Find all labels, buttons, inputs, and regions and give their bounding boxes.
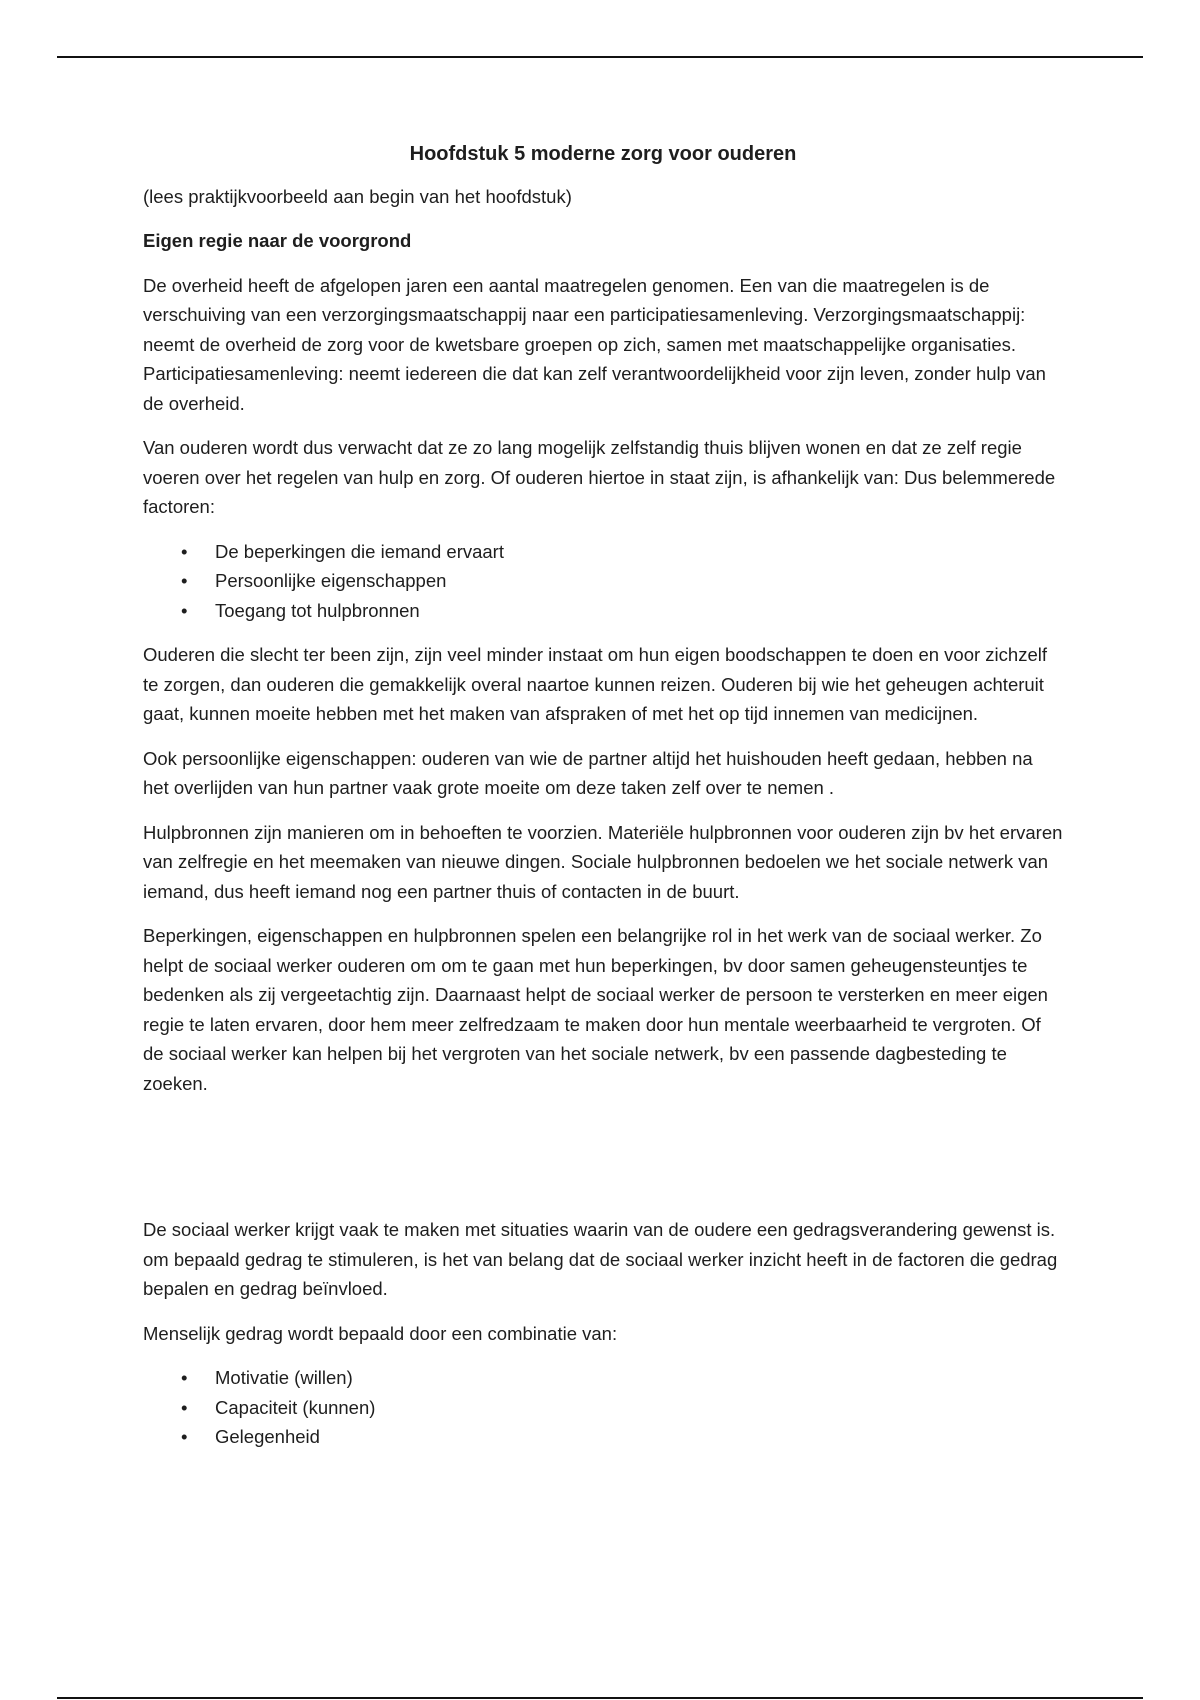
list-item-text: Motivatie (willen) [215,1367,353,1388]
paragraph: Ook persoonlijke eigenschappen: ouderen van wie de partner altijd het huishouden heeft gedaan, hebben na het overlijden van hun partner vaak grote moeite om deze taken zelf over te nemen . [143,747,1033,798]
paragraph: Ouderen die slecht ter been zijn, zijn veel minder instaat om hun eigen boodschappen te doen en voor zichzelf te zorgen, dan ouderen die gemakkelijk overal naartoe kunnen reizen. Ouderen bij wie het geheugen achteruit gaat, kunnen moeite hebben met het maken van afspraken of met het op tijd innemen van medicijnen. [143,644,1047,724]
behavior-factors-list [143,1363,1063,1452]
bullet-icon: • [181,540,188,562]
bullet-icon: • [181,1367,188,1388]
bullet-icon: • [181,599,188,621]
factors-list [143,537,1063,626]
footer-rule [57,1697,1143,1699]
intro-note: (lees praktijkvoorbeeld aan begin van het hoofdstuk) [143,185,572,207]
bullet-icon: • [181,570,188,591]
list-item [143,1422,1063,1452]
paragraph: Van ouderen wordt dus verwacht dat ze zo lang mogelijk zelfstandig thuis blijven wonen en dat ze zelf regie voeren over het regelen van hulp en zorg. Of ouderen hiertoe in staat zijn, is afhankelijk van: Dus belemmerede factoren: [143,437,1056,517]
bullet-icon: • [181,1396,188,1418]
header-rule [57,56,1143,58]
spacer [143,1113,1063,1215]
bullet-icon: • [181,1426,188,1447]
list-item-text: Capaciteit (kunnen) [215,1396,376,1418]
paragraph: De sociaal werker krijgt vaak te maken met situaties waarin van de oudere een gedragsverandering gewenst is. om bepaald gedrag te stimuleren, is het van belang dat de sociaal werker inzicht heeft in de factoren die gedrag bepalen en gedrag beïnvloed. [143,1219,1058,1299]
list-item [143,537,1063,567]
list-item-text: Toegang tot hulpbronnen [215,599,420,621]
list-item [143,1393,1063,1423]
document-body [143,140,1063,1467]
document-title: Hoofdstuk 5 moderne zorg voor ouderen [409,143,797,165]
list-item [143,566,1063,596]
paragraph: Hulpbronnen zijn manieren om in behoeften te voorzien. Materiële hulpbronnen voor ouderen zijn bv het ervaren van zelfregie en het meemaken van nieuwe dingen. Sociale hulpbronnen bedoelen we het sociale netwerk van iemand, dus heeft iemand nog een partner thuis of contacten in de buurt. [143,821,1063,902]
list-item-text: Persoonlijke eigenschappen [215,570,447,591]
paragraph: Beperkingen, eigenschappen en hulpbronnen spelen een belangrijke rol in het werk van de sociaal werker. Zo helpt de sociaal werker ouderen om om te gaan met hun beperkingen, bv door samen geheugensteuntjes te bedenken als zij vergeetachtig zijn. Daarnaast helpt de sociaal werker de persoon te versterken en meer eigen regie te laten ervaren, door hem meer zelfredzaam te maken door hun mentale weerbaarheid te vergroten. Of de sociaal werker kan helpen bij het vergroten van het sociale netwerk, bv een passende dagbesteding te zoeken. [143,925,1048,1094]
list-item-text: Gelegenheid [215,1426,320,1447]
paragraph: Menselijk gedrag wordt bepaald door een combinatie van: [143,1322,618,1344]
list-item-text: De beperkingen die iemand ervaart [215,540,504,562]
paragraph: De overheid heeft de afgelopen jaren een aantal maatregelen genomen. Een van die maatregelen is de verschuiving van een verzorgingsmaatschappij naar een participatiesamenleving. Verzorgingsmaatschappij: neemt de overheid de zorg voor de kwetsbare groepen op zich, samen met maatschappelijke organisaties. Participatiesamenleving: neemt iedereen die dat kan zelf verantwoordelijkheid voor zijn leven, zonder hulp van de overheid. [143,274,1046,414]
section-heading: Eigen regie naar de voorgrond [143,230,412,251]
list-item [143,596,1063,626]
list-item [143,1363,1063,1393]
